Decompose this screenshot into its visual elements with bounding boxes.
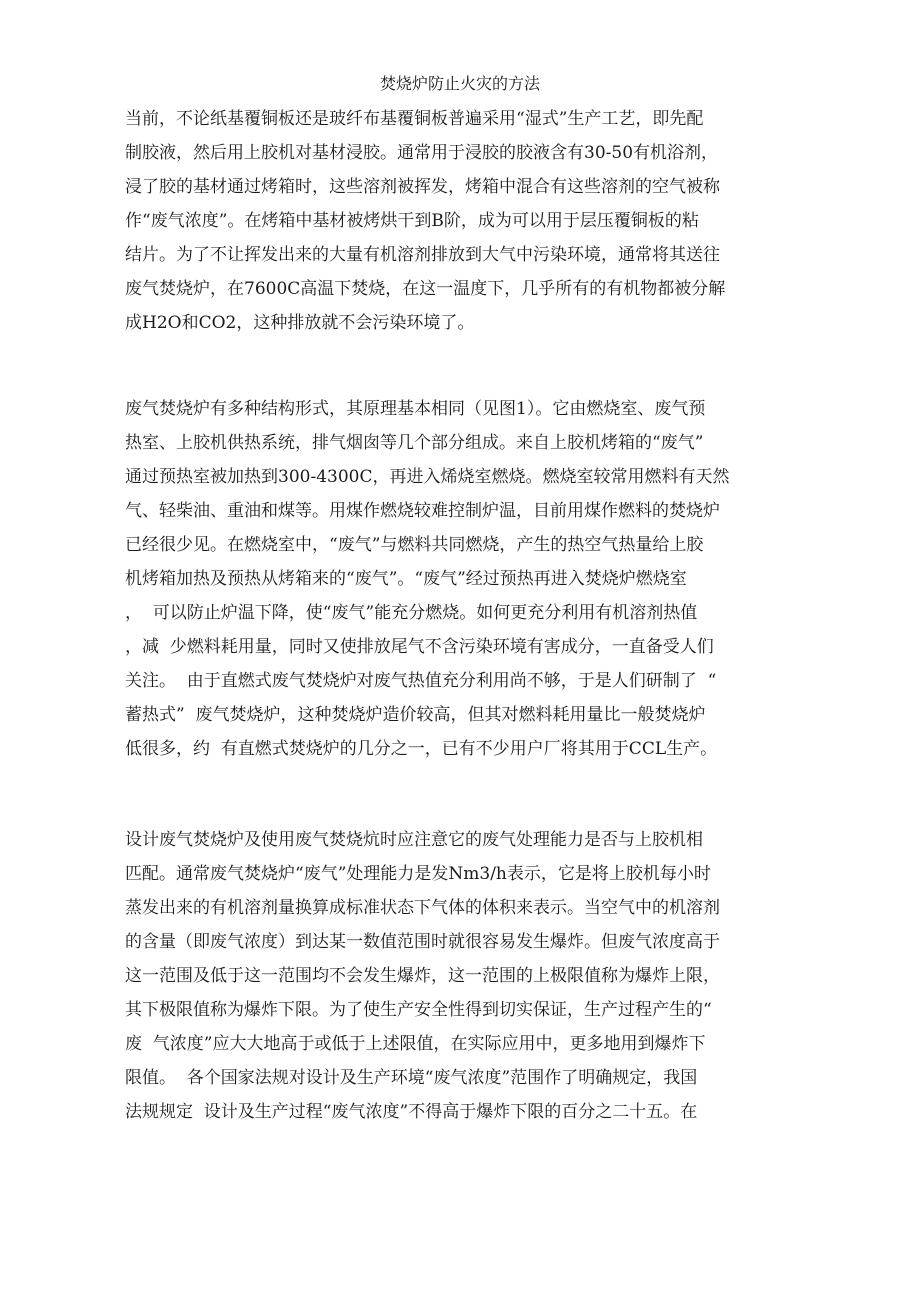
paragraph-line: 蒸发出来的有机溶剂量换算成标准状态下气体的体积来表示。当空气中的机溶剂: [125, 898, 720, 918]
paragraph-line: 结片。为了不让挥发出来的大量有机溶剂排放到大气中污染环境，通常将其送往: [125, 245, 720, 265]
paragraph-line: ，减 少燃料耗用量，同时又使排放尾气不含污染环境有害成分，一直备受人们: [125, 637, 714, 657]
paragraph-line: 已经很少见。在燃烧室中，“废气”与燃料共同燃烧，产生的热空气热量给上胶: [125, 535, 704, 555]
paragraph-3: [125, 823, 805, 1129]
paragraph-line: 作“废气浓度”。在烤箱中基材被烤烘干到B阶，成为可以用于层压覆铜板的粘: [125, 211, 699, 231]
paragraph-2: [125, 392, 805, 766]
paragraph-line: 设计废气焚烧炉及使用废气焚烧炕时应注意它的废气处理能力是否与上胶机相: [125, 830, 703, 850]
paragraph-line: 废 气浓度”应大大地高于或低于上述限值，在实际应用中，更多地用到爆炸下: [125, 1034, 706, 1054]
paragraph-line: 机烤箱加热及预热从烤箱来的“废气”。“废气”经过预热再进入焚烧炉燃烧室: [125, 569, 687, 589]
paragraph-line: 气、轻柴油、重油和煤等。用煤作燃烧较难控制炉温，目前用煤作燃料的焚烧炉: [125, 501, 720, 521]
paragraph-1: [125, 102, 805, 340]
paragraph-line: 低很多，约 有直燃式焚烧炉的几分之一，已有不少用户厂将其用于CCL生产。: [125, 739, 718, 759]
paragraph-line: 这一范围及低于这一范围均不会发生爆炸，这一范围的上极限值称为爆炸上限，: [125, 966, 720, 986]
paragraph-line: 限值。 各个国家法规对设计及生产环境“废气浓度”范围作了明确规定，我国: [125, 1068, 698, 1088]
paragraph-line: 匹配。通常废气焚烧炉“废气”处理能力是发Nm3/h表示，它是将上胶机每小时: [125, 864, 711, 884]
paragraph-line: 成H2O和CO2，这种排放就不会污染环境了。: [125, 313, 475, 333]
document-title: 焚烧炉防止火灾的方法: [379, 74, 540, 93]
paragraph-line: ， 可以防止炉温下降，使“废气”能充分燃烧。如何更充分利用有机溶剂热值: [125, 603, 698, 623]
paragraph-line: 关注。 由于直燃式废气焚烧炉对废气热值充分利用尚不够，于是人们研制了 “: [125, 671, 717, 691]
paragraph-line: 的含量（即废气浓度）到达某一数值范围时就很容易发生爆炸。但废气浓度高于: [125, 932, 720, 952]
paragraph-line: 通过预热室被加热到300-4300C，再进入烯烧室燃烧。燃烧室较常用燃料有天然: [125, 467, 730, 487]
paragraph-line: 热室、上胶机供热系统，排气烟囱等几个部分组成。来自上胶机烤箱的“废气”: [125, 433, 704, 453]
paragraph-line: 当前，不论纸基覆铜板还是玻纤布基覆铜板普遍采用“湿式”生产工艺，即先配: [125, 109, 704, 129]
paragraph-line: 其下极限值称为爆炸下限。为了使生产安全性得到切实保证，生产过程产生的“: [125, 1000, 712, 1020]
paragraph-line: 法规规定 设计及生产过程“废气浓度”不得高于爆炸下限的百分之二十五。在: [125, 1102, 698, 1122]
paragraph-line: 废气焚烧炉有多种结构形式，其原理基本相同（见图1）。它由燃烧室、废气预: [125, 399, 706, 419]
paragraph-line: 制胶液，然后用上胶机对基材浸胶。通常用于浸胶的胶液含有30-50有机浴剂，: [125, 143, 719, 163]
paragraph-line: 废气焚烧炉，在7600C高温下焚烧，在这一温度下，几乎所有的有机物都被分解: [125, 279, 726, 299]
paragraph-line: 蓄热式” 废气焚烧炉，这种焚烧炉造价较高，但其对燃料耗用量比一般焚烧炉: [125, 705, 706, 725]
paragraph-line: 浸了胶的基材通过烤箱时，这些溶剂被挥发，烤箱中混合有这些溶剂的空气被称: [125, 177, 720, 197]
